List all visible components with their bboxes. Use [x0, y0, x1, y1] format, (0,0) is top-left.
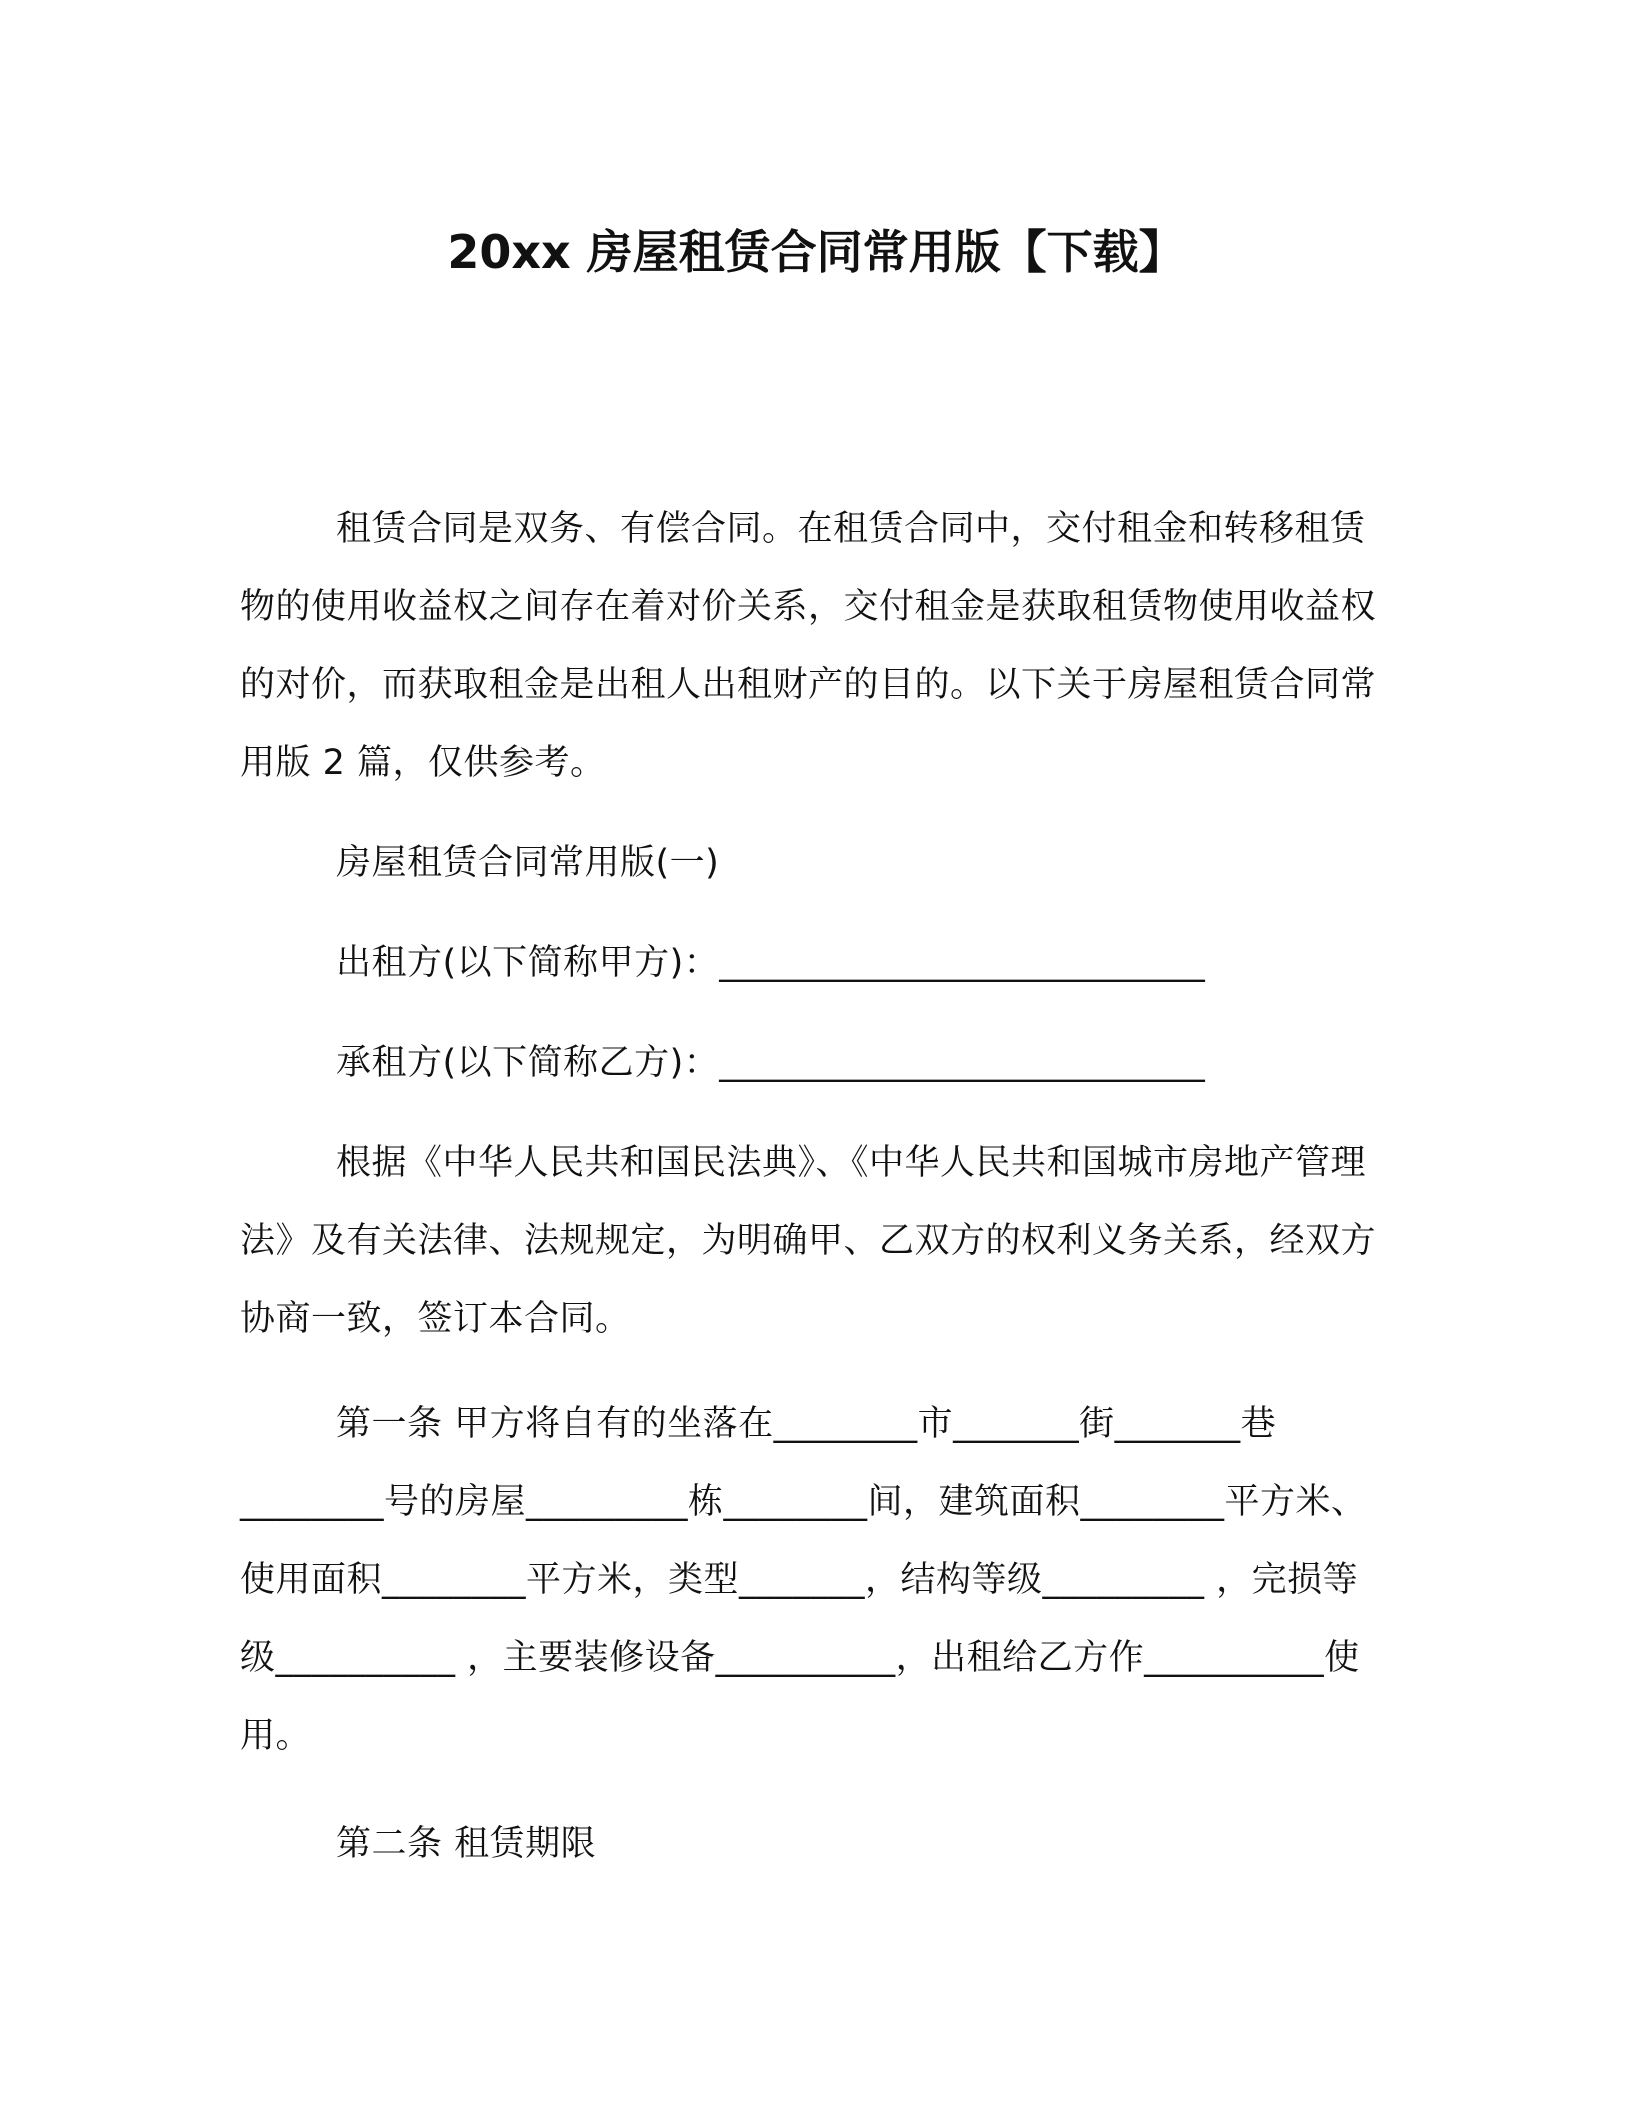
article-one-paragraph: 第一条 甲方将自有的坐落在________市_______街_______巷________号的房屋_________栋________间，建筑面积________平方米、使用面积________平方米，类型_______，结构等级_________ ，完损等级__________ ，主要装修设备__________，出租给乙方作__________使用。 [240, 1404, 1367, 1756]
lessor-line: 出租方(以下简称甲方)：___________________________ [336, 943, 1206, 983]
article-two-heading: 第二条 租赁期限 [336, 1824, 597, 1864]
section-heading: 房屋租赁合同常用版(一) [336, 843, 720, 883]
document-title: 20xx 房屋租赁合同常用版【下载】 [447, 225, 1185, 279]
document-body [240, 490, 1390, 1883]
lessee-line: 承租方(以下简称乙方)：___________________________ [336, 1043, 1206, 1083]
intro-paragraph: 租赁合同是双务、有偿合同。在租赁合同中，交付租金和转移租赁物的使用收益权之间存在着对价关系，交付租金是获取租赁物使用收益权的对价，而获取租金是出租人出租财产的目的。以下关于房屋租赁合同常用版 2 篇，仅供参考。 [240, 509, 1377, 783]
basis-paragraph: 根据《中华人民共和国民法典》、《中华人民共和国城市房地产管理法》及有关法律、法规规定，为明确甲、乙双方的权利义务关系，经双方协商一致，签订本合同。 [240, 1143, 1377, 1339]
